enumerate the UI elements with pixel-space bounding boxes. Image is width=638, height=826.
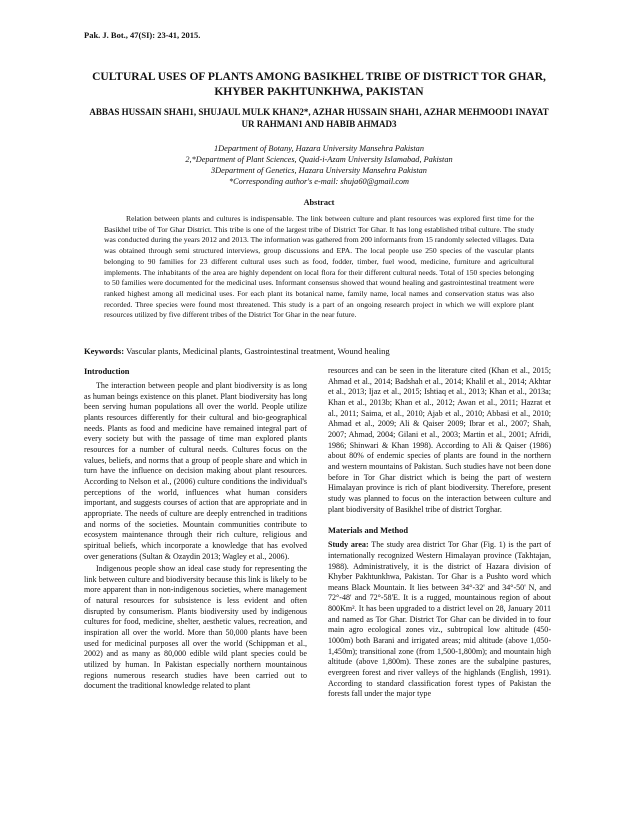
introduction-heading: Introduction (84, 367, 130, 376)
author-list: ABBAS HUSSAIN SHAH1, SHUJAUL MULK KHAN2*, AZHAR HUSSAIN SHAH1, AZHAR MEHMOOD1 INAYAT UR RAHMAN1 AND HABIB AHMAD3 (89, 107, 549, 129)
study-area-paragraph (328, 540, 551, 700)
keywords-text: Vascular plants, Medicinal plants, Gastrointestinal treatment, Wound healing (126, 346, 390, 356)
journal-citation: Pak. J. Bot., 47(SI): 23-41, 2015. (84, 30, 201, 40)
study-area-label: Study area: (328, 540, 369, 550)
intro-paragraph-3: resources and can be seen in the literature cited (Khan et al., 2015; Ahmad et al., 2014; Badshah et al., 2014; Khalil et al., 2014; Akhtar et al., 2013; Ijaz et al., 2015; Ishtiaq et al., 2013; Khan et al., 2013a; Khan et al., 2013b; Khan et al., 2012; Awan et al., 2011; Hazrat et al., 2011; Saima, et al., 2010; Ajab et al., 2010; Abbasi et al., 2010; Ahmad et al., 2009; Ali & Qaiser 2009; Ibrar et al., 2007; Shah, 2007; Ahmad, 2004; Gilani et al., 2003; Martin et al., 2001; Afridi, 1986; Shinwari & Khan 1998). According to Ali & Qaiser (1986) about 80% of endemic species of plants are found in the northern and western mountains of Pakistan. Such studies have not been done before in Tor Ghar district which is being the part of western Himalayan province is rich of plant biodiversity. Therefore, present study was planned to focus on the interaction between culture and plant biodiversity of Basikhel tribe of district Torghar. (328, 366, 551, 514)
paper-title: CULTURAL USES OF PLANTS AMONG BASIKHEL TRIBE OF DISTRICT TOR GHAR, KHYBER PAKHTUNKHWA, PAKISTAN (92, 71, 546, 98)
section-gap (328, 517, 551, 525)
study-area-text: The study area district Tor Ghar (Fig. 1) is the part of internationally recognized Western Himalayan province (Takhtajan, 1988). Administratively, it is the district of Hazara division of Khyber Pakhtunkhwa, Pakistan. Tor Ghar is a Pushto word which means Black Mountain. It lies between 34°-32' and 34°-50' N, and 72°-48' and 72°-58'E. It is a rugged, mountainous region of about 800Km². It has been upgraded to a district level on 28, January 2011 and named as Tor Ghar. District Tor Ghar can be divided in to four main agro ecological zones viz., subtropical low altitude (450-1000m) both Barani and irrigated areas; mid altitude (above 1,050-1,450m); transitional zone (from 1,500-1,800m); and mountain high altitude (above 1,800m). These zones are the subalpine pastures, evergreen forest and river valleys of the highlands (English, 1991). According to standard classification forest types of Pakistan the forests fall under the major type (328, 540, 552, 699)
keywords-line (84, 346, 554, 357)
keywords-label: Keywords: (84, 346, 125, 356)
left-column (84, 366, 307, 694)
corresponding-author: *Corresponding author's e-mail: shuja60@gmail.com (228, 177, 410, 186)
affiliations (84, 143, 554, 187)
right-column (328, 366, 551, 702)
intro-paragraph-2: Indigenous people show an ideal case study for representing the link between culture and biodiversity because this link is likely to be more apparent than in non-indigenous societies, where management of natural resources for subsistence is less evident and often disrupted by consumerism. Plants biodiversity used by indigenous cultures for food, medicine, shelter, aesthetic values, recreation, and inspiration all over the world. More than 50,000 plants have been used for medicinal purposes all over the world (Schippman et al., 2002) and as many as 80,000 edible wild plant species could be utilized by human. In Pakistan especially northern mountainous regions numerous research studies have been carried out to document the traditional knowledge related to plant (84, 564, 307, 691)
affiliation-3: 3Department of Genetics, Hazara University Mansehra Pakistan (211, 166, 427, 175)
abstract-text: Relation between plants and cultures is indispensable. The link between culture and plant resources was explored first time for the Basikhel tribe of Tor Ghar District. This tribe is one of the largest tribe of District Tor Ghar. It has long established tribal culture. The study was conducted during the years 2012 and 2013. The information was gathered from 200 informants from 15 randomly selected villages. Data was obtained through semi structured interviews, group discussions and EPA. The local people use 250 species of the vascular plants belonging to 90 families for 23 different cultural uses such as food, fodder, timber, fuel wood, medicine, furniture and agricultural implements. The inhabitants of the area are highly dependent on local flora for their different cultural needs. Total of 150 species belonging to 50 families were documented for the medicinal uses. Informant consensus showed that wound healing and gastrointestinal treatment were ranked highest among all medicinal uses. For each plant its botanical name, family name, local names and conservation status was also recorded. Three species were found most threatened. This study is a part of an ongoing research project in which we will explore plant resources utilized by five different tribes of the District Tor Ghar in the near future. (104, 214, 534, 320)
methods-heading: Materials and Method (328, 526, 409, 536)
abstract-body (104, 214, 534, 321)
affiliation-1: 1Department of Botany, Hazara University Mansehra Pakistan (214, 144, 424, 153)
intro-paragraph-1: The interaction between people and plant biodiversity is as long as human beings existence on this planet. Plant biodiversity has long been serving human populations all over the world. People utilize plants resources differently for their cultural and bio-geographical needs. Plants as food and medicine have remained integral part of every society but with the passage of time man explored plants resources for a number of cultural needs. Cultures focus on the values, beliefs, and norms that a group of people share and which in turn have the influence on decision making about plant resources. According to Nelson et al., (2006) culture conditions the individual's perceptions of the world, influences what human considers important, and suggests courses of action that are appropriate and in appropriate. The needs of culture are deeply entrenched in traditions and norms of the societies. Mountain communities contribute to ecosystem maintenance through their rich culture, religious and spiritual beliefs, which incorporate a knowledge that has evolved over generations (Sultan & Ozaydin 2013; Wagley et al., 2006). (84, 381, 307, 561)
affiliation-2: 2,*Department of Plant Sciences, Quaid-i-Azam University Islamabad, Pakistan (185, 155, 453, 164)
abstract-heading: Abstract (303, 198, 335, 207)
